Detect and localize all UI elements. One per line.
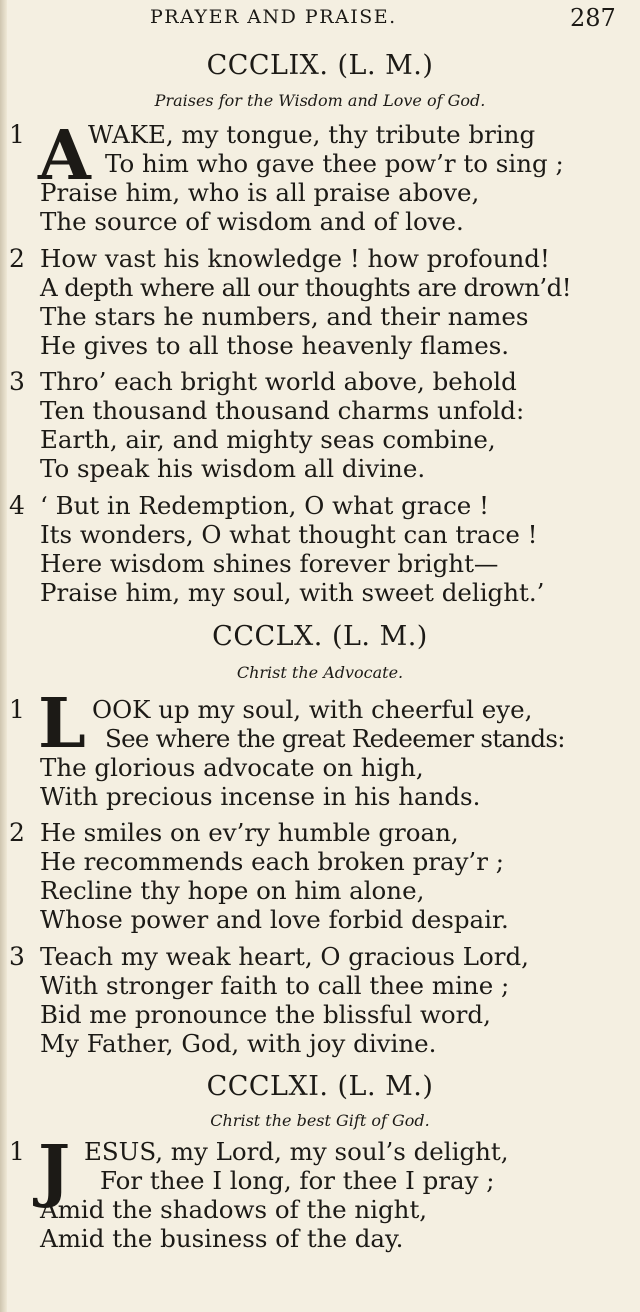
- verse-line: The stars he numbers, and their names: [40, 302, 529, 331]
- verse-line: Praise him, my soul, with sweet delight.’: [40, 578, 545, 607]
- verse-number: 3: [9, 942, 25, 971]
- verse-line: OOK up my soul, with cheerful eye,: [92, 695, 533, 724]
- verse-line: For thee I long, for thee I pray ;: [100, 1166, 495, 1195]
- verse-line: He smiles on ev’ry humble groan,: [40, 818, 459, 847]
- hymn-title: Christ the Advocate.: [236, 663, 404, 682]
- verse-line: Its wonders, O what thought can trace !: [40, 520, 538, 549]
- verse-number: 2: [9, 818, 25, 847]
- verse-line: How vast his knowledge ! how profound!: [40, 244, 550, 273]
- hymn-number: CCCLXI. (L. M.): [206, 1071, 434, 1102]
- verse-line: He recommends each broken pray’r ;: [40, 847, 504, 876]
- verse-line: With precious incense in his hands.: [40, 782, 481, 811]
- verse-line: A depth where all our thoughts are drown’d!: [40, 273, 571, 302]
- verse-line: My Father, God, with joy divine.: [40, 1029, 437, 1058]
- verse-line: Teach my weak heart, O gracious Lord,: [40, 942, 529, 971]
- verse-line: Bid me pronounce the blissful word,: [40, 1000, 491, 1029]
- drop-cap: L: [38, 684, 86, 764]
- verse-line: Recline thy hope on him alone,: [40, 876, 425, 905]
- verse-number: 1: [9, 120, 25, 149]
- hymn-title: Christ the best Gift of God.: [210, 1111, 430, 1130]
- hymn-number: CCCLIX. (L. M.): [206, 50, 434, 81]
- verse-line: He gives to all those heavenly flames.: [40, 331, 510, 360]
- verse-number: 1: [9, 695, 25, 724]
- verse-line: The glorious advocate on high,: [40, 753, 424, 782]
- verse-line: Ten thousand thousand charms unfold:: [40, 396, 525, 425]
- verse-line: Thro’ each bright world above, behold: [40, 367, 517, 396]
- verse-line: WAKE, my tongue, thy tribute bring: [88, 120, 536, 149]
- drop-cap: J: [38, 1131, 71, 1211]
- verse-number: 1: [9, 1137, 25, 1166]
- verse-line: ESUS, my Lord, my soul’s delight,: [84, 1137, 509, 1166]
- verse-line: Praise him, who is all praise above,: [40, 178, 480, 207]
- page-number: 287: [570, 4, 616, 32]
- verse-line: With stronger faith to call thee mine ;: [40, 971, 510, 1000]
- verse-line: To speak his wisdom all divine.: [40, 454, 426, 483]
- drop-cap: A: [38, 116, 91, 196]
- verse-number: 3: [9, 367, 25, 396]
- verse-line: Earth, air, and mighty seas combine,: [40, 425, 496, 454]
- running-title: PRAYER AND PRAISE.: [150, 6, 397, 28]
- verse-line: The source of wisdom and of love.: [40, 207, 464, 236]
- verse-line: ‘ But in Redemption, O what grace !: [40, 491, 489, 520]
- verse-line: Amid the business of the day.: [40, 1224, 404, 1253]
- hymn-number: CCCLX. (L. M.): [212, 621, 428, 652]
- verse-line: Whose power and love forbid despair.: [40, 905, 509, 934]
- verse-line: See where the great Redeemer stands:: [105, 724, 565, 753]
- verse-number: 4: [9, 491, 25, 520]
- verse-line: Amid the shadows of the night,: [40, 1195, 428, 1224]
- verse-line: Here wisdom shines forever bright—: [40, 549, 499, 578]
- verse-line: To him who gave thee pow’r to sing ;: [105, 149, 564, 178]
- verse-number: 2: [9, 244, 25, 273]
- hymn-title: Praises for the Wisdom and Love of God.: [154, 91, 486, 110]
